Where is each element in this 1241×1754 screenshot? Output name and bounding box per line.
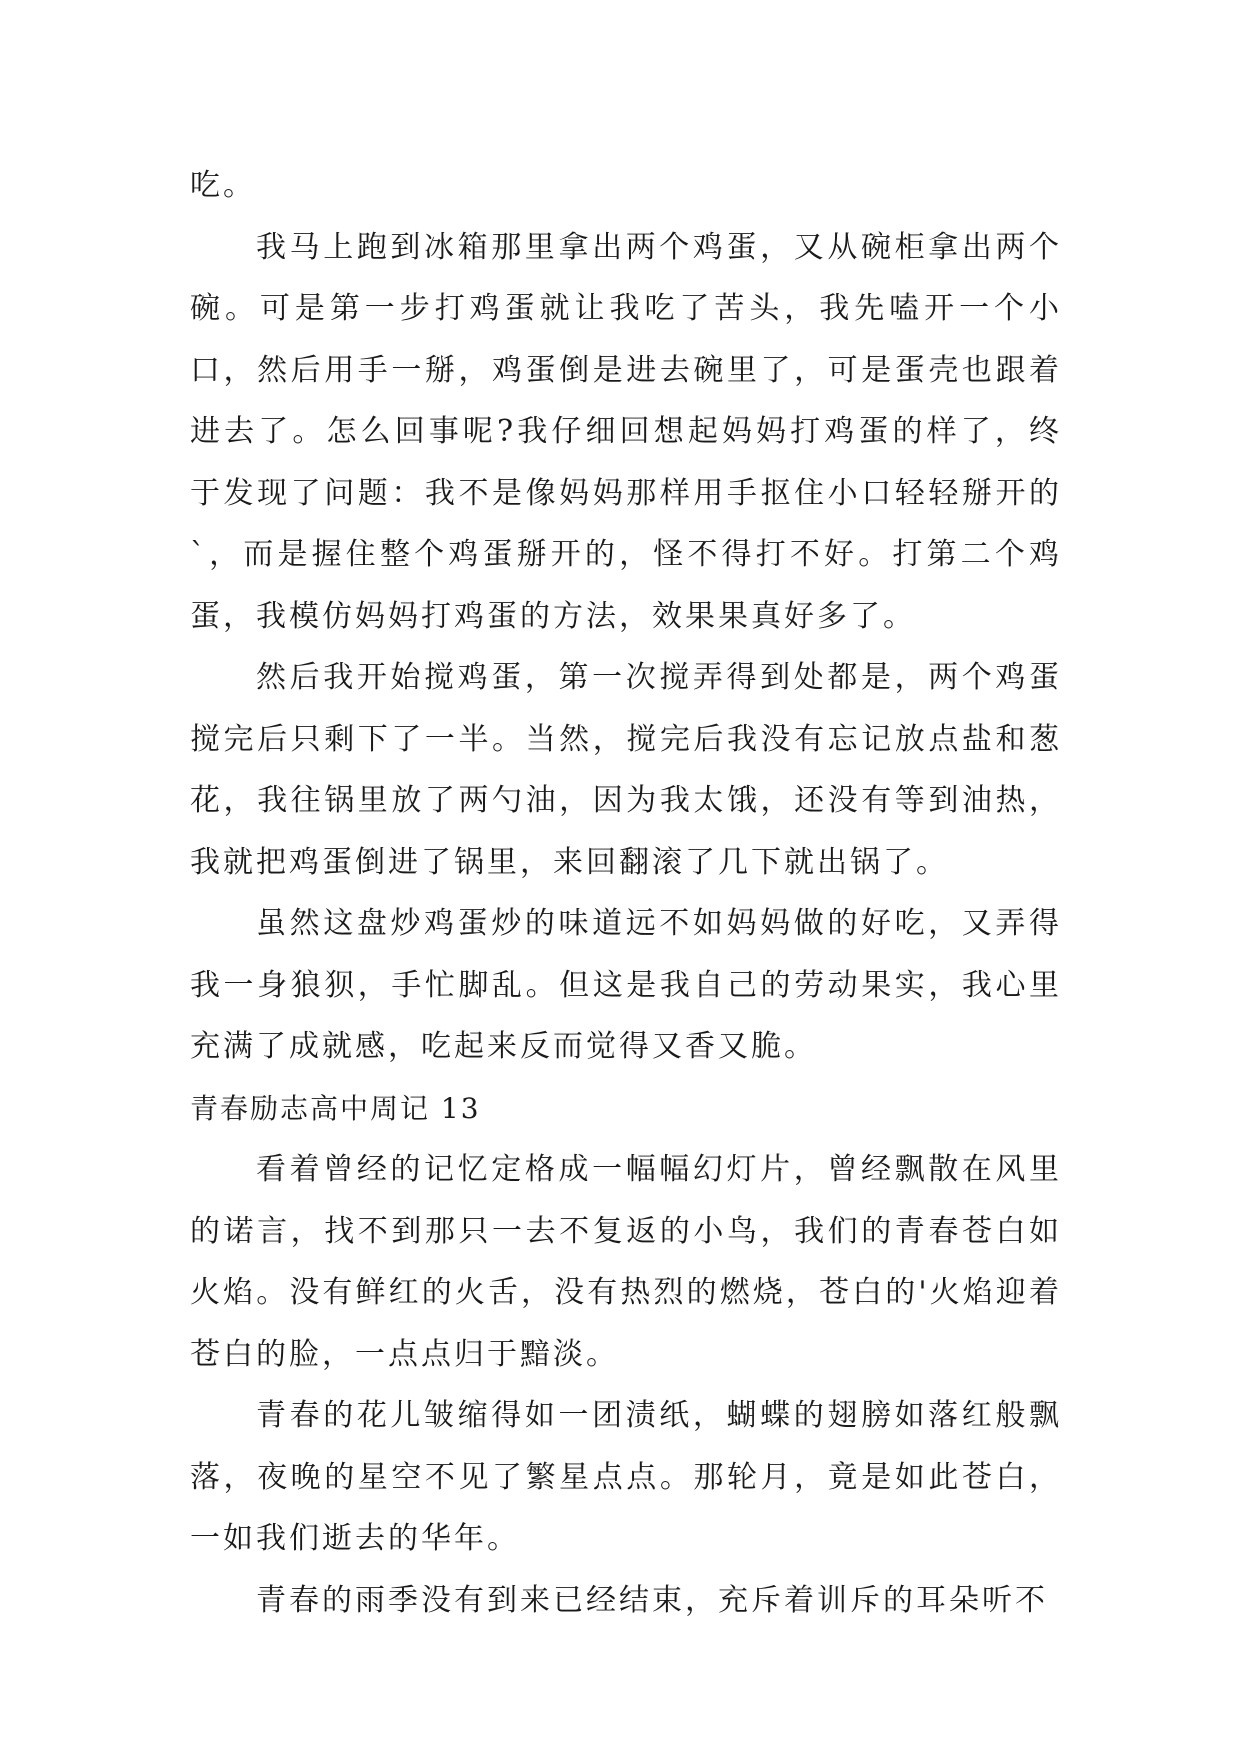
paragraph-rainy-season: 青春的雨季没有到来已经结束，充斥着训斥的耳朵听不	[256, 1582, 1048, 1618]
paragraph-stirring: 然后我开始搅鸡蛋，第一次搅弄得到处都是，两个鸡蛋搅完后只剩下了一半。当然，搅完后我没有忘记放点盐和葱花，我往锅里放了两勺油，因为我太饿，还没有等到油热，我就把鸡蛋倒进了锅里，来回翻滚了几下就出锅了。	[190, 660, 1062, 880]
paragraph-flowers: 青春的花儿皱缩得如一团渍纸，蝴蝶的翅膀如落红般飘落，夜晚的星空不见了繁星点点。那轮月，竟是如此苍白，一如我们逝去的华年。	[190, 1398, 1062, 1556]
paragraph-continuation: 吃。	[190, 168, 256, 203]
paragraph-reflection: 虽然这盘炒鸡蛋炒的味道远不如妈妈做的好吃，又弄得我一身狼狈，手忙脚乱。但这是我自己的劳动果实，我心里充满了成就感，吃起来反而觉得又香又脆。	[190, 906, 1062, 1064]
paragraph-memories: 看着曾经的记忆定格成一幅幅幻灯片，曾经飘散在风里的诺言，找不到那只一去不复返的小鸟，我们的青春苍白如火焰。没有鲜红的火舌，没有热烈的燃烧，苍白的'火焰迎着苍白的脸，一点点归于黯淡。	[190, 1152, 1062, 1372]
document-body	[190, 155, 1062, 1631]
section-heading: 青春励志高中周记 13	[190, 1091, 481, 1125]
paragraph-eggs: 我马上跑到冰箱那里拿出两个鸡蛋，又从碗柜拿出两个碗。可是第一步打鸡蛋就让我吃了苦头，我先嗑开一个小口，然后用手一掰，鸡蛋倒是进去碗里了，可是蛋壳也跟着进去了。怎么回事呢?我仔细回想起妈妈打鸡蛋的样了，终于发现了问题：我不是像妈妈那样用手抠住小口轻轻掰开的`，而是握住整个鸡蛋掰开的，怪不得打不好。打第二个鸡蛋，我模仿妈妈打鸡蛋的方法，效果果真好多了。	[190, 229, 1062, 634]
